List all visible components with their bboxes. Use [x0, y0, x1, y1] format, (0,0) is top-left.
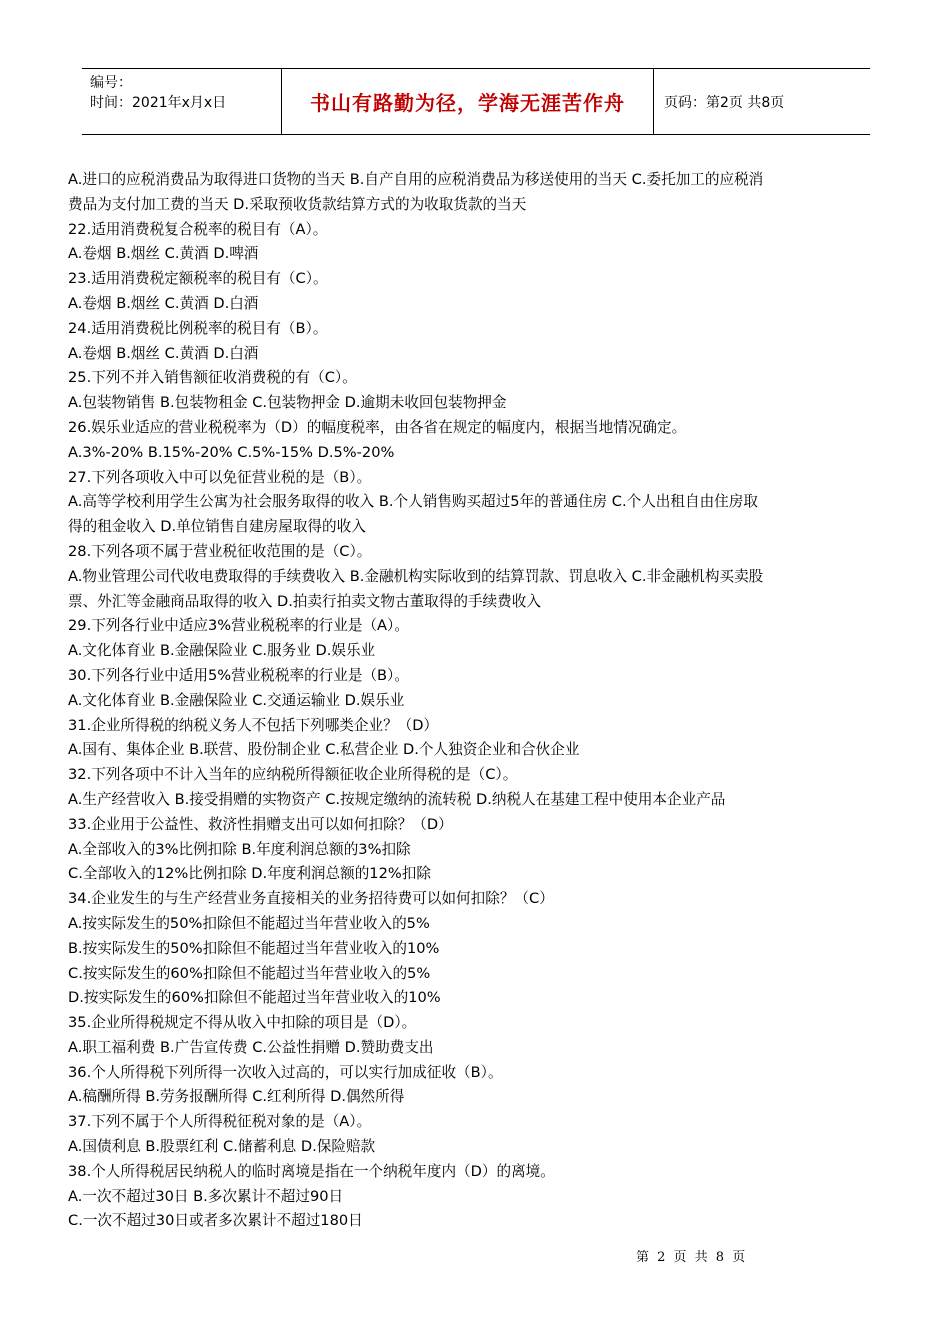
- options-33-ab: A.全部收入的3%比例扣除 B.年度利润总额的3%扣除: [68, 840, 411, 858]
- header-motto: 书山有路勤为径，学海无涯苦作舟: [282, 69, 654, 134]
- document-body: [68, 168, 890, 1234]
- question-26: 26.娱乐业适应的营业税税率为（D）的幅度税率，由各省在规定的幅度内，根据当地情况确定。: [68, 418, 687, 436]
- options-38-c: C.一次不超过30日或者多次累计不超过180日: [68, 1212, 363, 1230]
- options-30: A.文化体育业 B.金融保险业 C.交通运输业 D.娱乐业: [68, 691, 405, 709]
- question-22: 22.适用消费税复合税率的税目有（A）。: [68, 220, 328, 238]
- options-36: A.稿酬所得 B.劳务报酬所得 C.红利所得 D.偶然所得: [68, 1088, 405, 1106]
- question-28: 28.下列各项不属于营业税征收范围的是（C）。: [68, 542, 372, 560]
- header-meta: [82, 69, 282, 134]
- options-27-cont: 得的租金收入 D.单位销售自建房屋取得的收入: [68, 518, 366, 536]
- options-32: A.生产经营收入 B.接受捐赠的实物资产 C.按规定缴纳的流转税 D.纳税人在基建工程中使用本企业产品: [68, 790, 726, 808]
- question-36: 36.个人所得税下列所得一次收入过高的，可以实行加成征收（B）。: [68, 1063, 503, 1081]
- options-35: A.职工福利费 B.广告宣传费 C.公益性捐赠 D.赞助费支出: [68, 1038, 434, 1056]
- header-page-info: 页码：第2页 共8页: [664, 94, 785, 111]
- page-header: [82, 68, 870, 135]
- options-22: A.卷烟 B.烟丝 C.黄酒 D.啤酒: [68, 245, 259, 263]
- code-label: 编号：: [90, 75, 132, 91]
- text-line: 费品为支付加工费的当天 D.采取预收货款结算方式的为收取货款的当天: [68, 195, 527, 213]
- question-38: 38.个人所得税居民纳税人的临时离境是指在一个纳税年度内（D）的离境。: [68, 1162, 555, 1180]
- question-35: 35.企业所得税规定不得从收入中扣除的项目是（D）。: [68, 1014, 417, 1032]
- option-34-c: C.按实际发生的60%扣除但不能超过当年营业收入的5%: [68, 964, 431, 982]
- date-label: 时间：2021年x月x日: [90, 95, 227, 111]
- question-37: 37.下列不属于个人所得税征税对象的是（A）。: [68, 1113, 372, 1131]
- question-34: 34.企业发生的与生产经营业务直接相关的业务招待费可以如何扣除？（C）: [68, 890, 554, 908]
- options-25: A.包装物销售 B.包装物租金 C.包装物押金 D.逾期未收回包装物押金: [68, 394, 507, 412]
- option-34-b: B.按实际发生的50%扣除但不能超过当年营业收入的10%: [68, 939, 440, 957]
- options-28-cont: 票、外汇等金融商品取得的收入 D.拍卖行拍卖文物古董取得的手续费收入: [68, 592, 541, 610]
- option-34-d: D.按实际发生的60%扣除但不能超过当年营业收入的10%: [68, 989, 441, 1007]
- page-footer: 第 2 页 共 8 页: [636, 1250, 746, 1265]
- options-27: A.高等学校利用学生公寓为社会服务取得的收入 B.个人销售购买超过5年的普通住房 C.个人出租自由住房取: [68, 493, 758, 511]
- question-24: 24.适用消费税比例税率的税目有（B）。: [68, 319, 328, 337]
- question-29: 29.下列各行业中适应3%营业税税率的行业是（A）。: [68, 617, 409, 635]
- options-29: A.文化体育业 B.金融保险业 C.服务业 D.娱乐业: [68, 642, 376, 660]
- question-23: 23.适用消费税定额税率的税目有（C）。: [68, 270, 328, 288]
- options-37: A.国债利息 B.股票红利 C.储蓄利息 D.保险赔款: [68, 1138, 376, 1156]
- options-24: A.卷烟 B.烟丝 C.黄酒 D.白酒: [68, 344, 259, 362]
- text-line: A.进口的应税消费品为取得进口货物的当天 B.自产自用的应税消费品为移送使用的当天 C.委托加工的应税消: [68, 171, 764, 188]
- question-30: 30.下列各行业中适用5%营业税税率的行业是（B）。: [68, 666, 409, 684]
- options-23: A.卷烟 B.烟丝 C.黄酒 D.白酒: [68, 294, 259, 312]
- options-38-ab: A.一次不超过30日 B.多次累计不超过90日: [68, 1187, 344, 1205]
- question-31: 31.企业所得税的纳税义务人不包括下列哪类企业？（D）: [68, 716, 439, 734]
- options-28: A.物业管理公司代收电费取得的手续费收入 B.金融机构实际收到的结算罚款、罚息收入 C.非金融机构买卖股: [68, 567, 764, 585]
- question-25: 25.下列不并入销售额征收消费税的有（C）。: [68, 369, 357, 387]
- options-33-cd: C.全部收入的12%比例扣除 D.年度利润总额的12%扣除: [68, 865, 431, 883]
- option-34-a: A.按实际发生的50%扣除但不能超过当年营业收入的5%: [68, 914, 430, 932]
- question-32: 32.下列各项中不计入当年的应纳税所得额征收企业所得税的是（C）。: [68, 766, 518, 784]
- options-26: A.3%-20% B.15%-20% C.5%-15% D.5%-20%: [68, 443, 395, 461]
- question-33: 33.企业用于公益性、救济性捐赠支出可以如何扣除？（D）: [68, 815, 453, 833]
- options-31: A.国有、集体企业 B.联营、股份制企业 C.私营企业 D.个人独资企业和合伙企业: [68, 741, 580, 759]
- question-27: 27.下列各项收入中可以免征营业税的是（B）。: [68, 468, 372, 486]
